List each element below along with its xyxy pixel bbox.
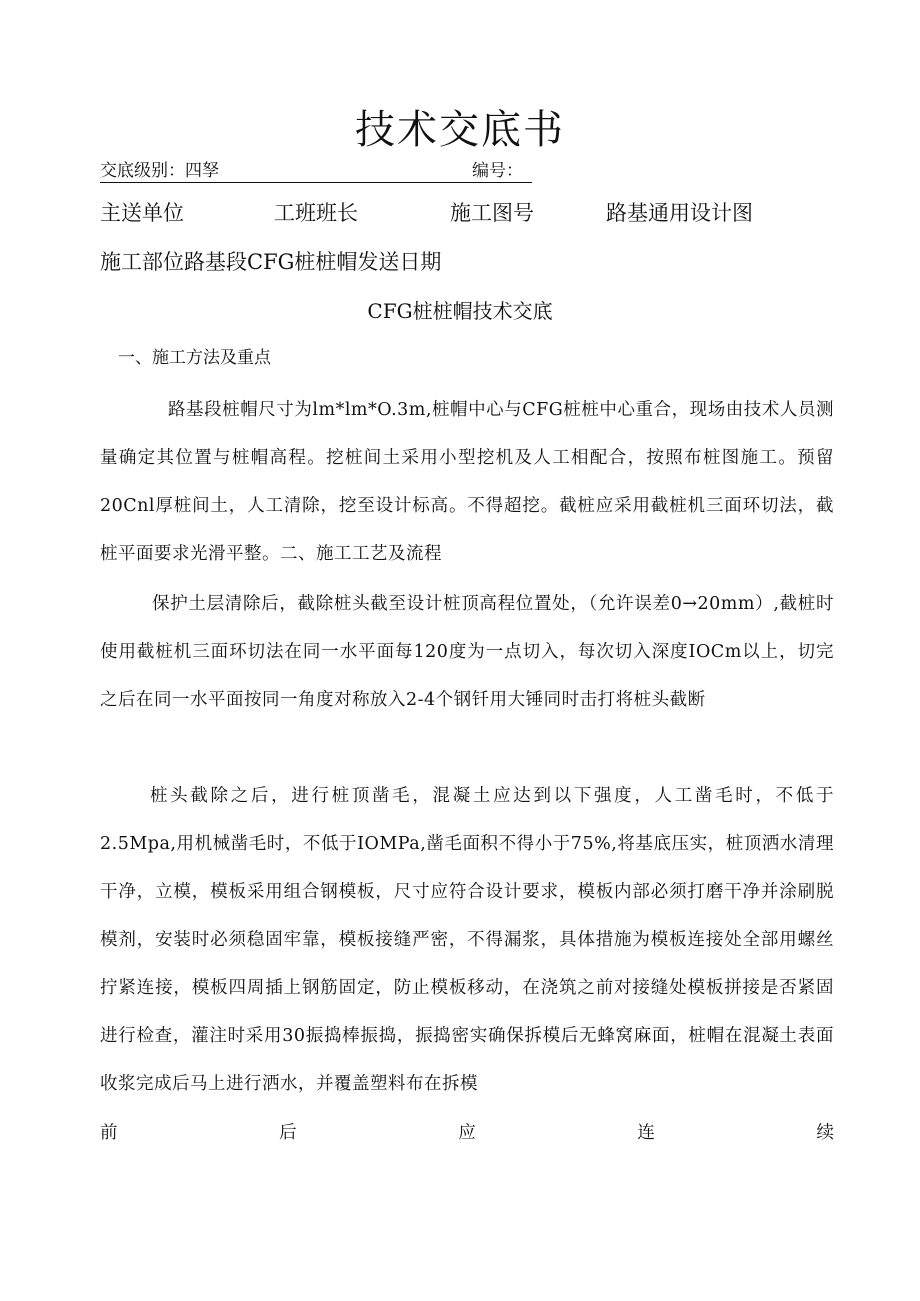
last-line-char: 续 xyxy=(816,1123,834,1143)
drawing-name-value: 路基通用设计图 xyxy=(606,201,753,225)
document-number-field xyxy=(472,160,532,183)
disclosure-level-field xyxy=(100,160,530,183)
section-heading-methods: 一、施工方法及重点 xyxy=(118,348,271,368)
team-leader-label: 工班班长 xyxy=(274,201,358,225)
document-title: 技术交底书 xyxy=(355,107,565,153)
paragraph-pile-cutting: 保护土层清除后，截除桩头截至设计桩顶高程位置处，（允许误差0→20mm）,截桩时使用截桩机三面环切法在同一水平面每120度为一点切入，每次切入深度IOCm以上，切完之后在同一水平面按同一角度对称放入2-4个钢钎用大锤同时击打将桩头截断 xyxy=(100,594,834,710)
recipient-unit-label: 主送单位 xyxy=(100,201,184,225)
paragraph-chiseling-formwork: 桩头截除之后，进行桩顶凿毛，混凝土应达到以下强度，人工凿毛时，不低于2.5Mpa,用机械凿毛时，不低于IOMPa,凿毛面积不得小于75%,将基底压实，桩顶洒水清理干净，立模，模板采用组合钢模板，尺寸应符合设计要求，模板内部必须打磨干净并涂刷脱模剂，安装时必须稳固牢靠，模板接缝严密，不得漏浆，具体措施为模板连接处全部用螺丝拧紧连接，模板四周插上钢筋固定，防止模板移动，在浇筑之前对接缝处模板拼接是否紧固进行检查，灌注时采用30振捣棒振捣，振捣密实确保拆模后无蜂窝麻面，桩帽在混凝土表面收浆完成后马上进行洒水，并覆盖塑料布在拆模 xyxy=(100,786,834,1094)
last-line-char: 连 xyxy=(637,1123,655,1143)
last-line-char: 应 xyxy=(458,1123,476,1143)
spread-last-line xyxy=(100,1118,834,1148)
last-line-char: 后 xyxy=(279,1123,297,1143)
document-number-label: 编号： xyxy=(472,161,523,181)
paragraph-methods: 路基段桩帽尺寸为lm*lm*O.3m,桩帽中心与CFG桩桩中心重合，现场由技术人员测量确定其位置与桩帽高程。挖桩间土采用小型挖机及人工相配合，按照布桩图施工。预留20Cnl厚桩间土，人工清除，挖至设计标高。不得超挖。截桩应采用截桩机三面环切法，截桩平面要求光滑平整。二、施工工艺及流程 xyxy=(100,400,834,564)
document-subtitle: CFG桩桩帽技术交底 xyxy=(367,299,553,323)
last-line-char: 前 xyxy=(100,1123,118,1143)
disclosure-level-label: 交底级别：四孥 xyxy=(100,161,219,181)
header-row-location: 施工部位路基段CFG桩桩帽发送日期 xyxy=(100,250,442,274)
drawing-number-label: 施工图号 xyxy=(450,201,534,225)
